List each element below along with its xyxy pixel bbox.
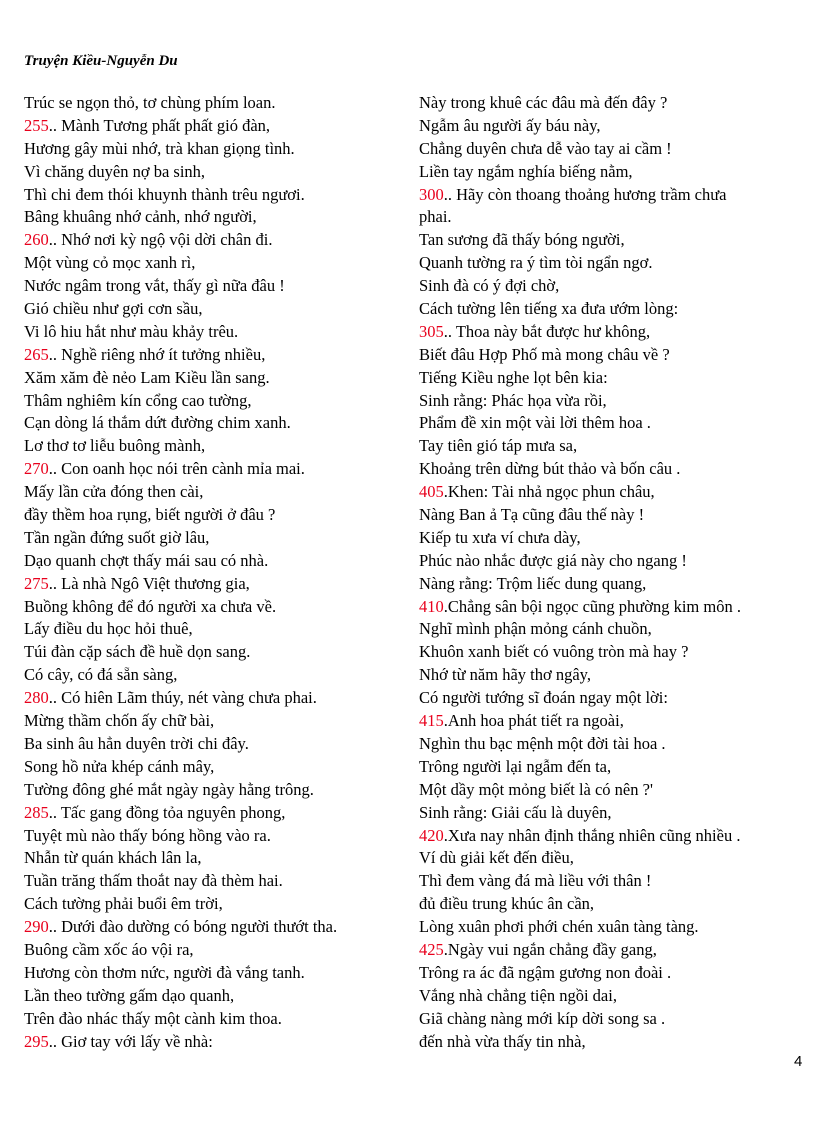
poem-line bbox=[419, 92, 799, 115]
poem-line bbox=[24, 115, 404, 138]
poem-line bbox=[419, 298, 799, 321]
poem-line bbox=[24, 825, 404, 848]
poem-line bbox=[419, 618, 799, 641]
poem-line bbox=[24, 481, 404, 504]
verse-text: đầy thềm hoa rụng, biết người ở đâu ? bbox=[24, 505, 276, 525]
line-number: 425 bbox=[419, 939, 444, 959]
verse-text: Ví dù giải kết đến điều, bbox=[419, 848, 574, 868]
poem-line bbox=[419, 321, 799, 344]
line-number: 295 bbox=[24, 1031, 49, 1051]
verse-text: .. Nghề riêng nhớ ít tưởng nhiều, bbox=[48, 344, 266, 364]
poem-line bbox=[24, 733, 404, 756]
poem-line bbox=[24, 344, 404, 367]
verse-text: Hương gây mùi nhớ, trà khan giọng tình. bbox=[24, 138, 295, 158]
verse-text: .Xưa nay nhân định thắng nhiên cũng nhiều . bbox=[443, 825, 741, 845]
poem-line bbox=[419, 962, 799, 985]
poem-line bbox=[419, 573, 799, 596]
line-number: 300 bbox=[419, 184, 444, 204]
poem-line bbox=[24, 138, 404, 161]
verse-text: Hương còn thơm nức, người đà vắng tanh. bbox=[24, 962, 305, 982]
verse-text: Kiếp tu xưa ví chưa dày, bbox=[419, 527, 581, 547]
verse-text: Sinh đà có ý đợi chờ, bbox=[419, 276, 560, 296]
verse-text: đến nhà vừa thấy tin nhà, bbox=[419, 1031, 586, 1051]
verse-text: Dạo quanh chợt thấy mái sau có nhà. bbox=[24, 550, 269, 570]
poem-line bbox=[419, 1031, 799, 1054]
poem-line bbox=[419, 733, 799, 756]
poem-line bbox=[419, 664, 799, 687]
line-number: 290 bbox=[24, 917, 49, 937]
line-number: 275 bbox=[24, 573, 49, 593]
verse-text: .Chẳng sân bội ngọc cũng phường kim môn . bbox=[443, 596, 741, 616]
poem-line bbox=[419, 710, 799, 733]
poem-line bbox=[419, 435, 799, 458]
verse-text: Tiếng Kiều nghe lọt bên kia: bbox=[419, 367, 608, 387]
verse-text: Túi đàn cặp sách đề huề dọn sang. bbox=[24, 642, 251, 662]
poem-line bbox=[24, 458, 404, 481]
poem-line bbox=[419, 504, 799, 527]
poem-line bbox=[24, 1031, 404, 1054]
poem-line bbox=[24, 1008, 404, 1031]
poem-line bbox=[419, 641, 799, 664]
poem-line bbox=[419, 458, 799, 481]
poem-line bbox=[24, 664, 404, 687]
verse-text: Một vùng cỏ mọc xanh rì, bbox=[24, 253, 196, 273]
verse-text: Nước ngâm trong vắt, thấy gì nữa đâu ! bbox=[24, 276, 285, 296]
poem-line bbox=[419, 596, 799, 619]
poem-line bbox=[419, 229, 799, 252]
verse-text: đủ điều trung khúc ân cần, bbox=[419, 894, 595, 914]
verse-text: Buồng không để đó người xa chưa về. bbox=[24, 596, 277, 616]
verse-text: Xăm xăm đè nẻo Lam Kiều lần sang. bbox=[24, 367, 270, 387]
verse-text: Lần theo tường gấm dạo quanh, bbox=[24, 985, 235, 1005]
line-number: 415 bbox=[419, 711, 444, 731]
poem-line bbox=[24, 870, 404, 893]
verse-text: Lòng xuân phơi phới chén xuân tàng tàng. bbox=[419, 917, 699, 937]
verse-text: .. Là nhà Ngô Việt thương gia, bbox=[48, 573, 250, 593]
poem-line bbox=[24, 641, 404, 664]
poem-line bbox=[419, 916, 799, 939]
verse-text: Tuyệt mù nào thấy bóng hồng vào ra. bbox=[24, 825, 271, 845]
poem-line bbox=[24, 893, 404, 916]
verse-text: Trông người lại ngẫm đến ta, bbox=[419, 756, 612, 776]
line-number: 410 bbox=[419, 596, 444, 616]
verse-text: Một dầy một mỏng biết là có nên ?' bbox=[419, 779, 653, 799]
verse-text: Gió chiều như gợi cơn sầu, bbox=[24, 299, 203, 319]
left-poem-column bbox=[24, 92, 404, 1053]
poem-line bbox=[24, 710, 404, 733]
verse-text: Vì chăng duyên nợ ba sinh, bbox=[24, 161, 206, 181]
poem-line bbox=[419, 344, 799, 367]
verse-text: Lấy điều du học hỏi thuê, bbox=[24, 619, 193, 639]
poem-line bbox=[24, 573, 404, 596]
poem-line bbox=[24, 275, 404, 298]
verse-text: Tan sương đã thấy bóng người, bbox=[419, 230, 625, 250]
verse-text: Buông cầm xốc áo vội ra, bbox=[24, 939, 194, 959]
poem-line bbox=[24, 939, 404, 962]
verse-text: .. Dưới đào dường có bóng người thướt tha. bbox=[48, 917, 338, 937]
poem-line bbox=[24, 92, 404, 115]
poem-line bbox=[24, 412, 404, 435]
verse-text: Vi lô hiu hắt như màu khảy trêu. bbox=[24, 321, 239, 341]
verse-text: Mừng thầm chốn ấy chữ bài, bbox=[24, 711, 215, 731]
verse-text: Vắng nhà chẳng tiện ngồi dai, bbox=[419, 985, 617, 1005]
verse-text: Nhớ từ năm hãy thơ ngây, bbox=[419, 665, 591, 685]
verse-text: Thì chi đem thói khuynh thành trêu ngươi. bbox=[24, 184, 305, 204]
verse-text: Mấy lần cửa đóng then cài, bbox=[24, 482, 204, 502]
poem-line bbox=[24, 916, 404, 939]
poem-line bbox=[419, 550, 799, 573]
verse-text: Trên đào nhác thấy một cành kim thoa. bbox=[24, 1008, 282, 1028]
poem-line bbox=[24, 550, 404, 573]
line-number: 260 bbox=[24, 230, 49, 250]
verse-text: .. Mành Tương phất phất gió đàn, bbox=[48, 115, 271, 135]
verse-text: Nàng Ban ả Tạ cũng đâu thế này ! bbox=[419, 505, 645, 525]
page-number: 4 bbox=[794, 1053, 803, 1070]
verse-text: .. Con oanh học nói trên cành mỉa mai. bbox=[48, 459, 305, 479]
verse-text: Tường đông ghé mắt ngày ngày hằng trông. bbox=[24, 779, 314, 799]
right-poem-column bbox=[419, 92, 799, 1053]
poem-line bbox=[419, 481, 799, 504]
poem-line bbox=[24, 298, 404, 321]
poem-line bbox=[419, 847, 799, 870]
verse-text: Biết đâu Hợp Phố mà mong châu về ? bbox=[419, 344, 670, 364]
verse-text: Giã chàng nàng mới kíp dời song sa . bbox=[419, 1008, 666, 1028]
line-number: 265 bbox=[24, 344, 49, 364]
poem-line bbox=[419, 893, 799, 916]
poem-line bbox=[24, 390, 404, 413]
poem-line bbox=[24, 847, 404, 870]
verse-text: Ba sinh âu hẳn duyên trời chi đây. bbox=[24, 733, 249, 753]
line-number: 285 bbox=[24, 802, 49, 822]
poem-line bbox=[24, 985, 404, 1008]
verse-text: Nghìn thu bạc mệnh một đời tài hoa . bbox=[419, 733, 666, 753]
verse-text: Nghĩ mình phận mỏng cánh chuồn, bbox=[419, 619, 652, 639]
verse-text: Tần ngần đứng suốt giờ lâu, bbox=[24, 527, 210, 547]
poem-line bbox=[419, 756, 799, 779]
verse-text: .. Thoa này bắt được hư không, bbox=[443, 321, 651, 341]
verse-text: .. Hãy còn thoang thoảng hương trầm chưa bbox=[443, 184, 727, 204]
poem-line bbox=[419, 870, 799, 893]
poem-line bbox=[419, 184, 799, 207]
poem-line bbox=[24, 504, 404, 527]
line-number: 270 bbox=[24, 459, 49, 479]
poem-line bbox=[419, 367, 799, 390]
poem-line bbox=[419, 115, 799, 138]
poem-line bbox=[24, 802, 404, 825]
poem-line bbox=[24, 435, 404, 458]
poem-line bbox=[419, 779, 799, 802]
poem-line bbox=[419, 527, 799, 550]
verse-text: Thâm nghiêm kín cổng cao tường, bbox=[24, 390, 252, 410]
poem-line bbox=[24, 779, 404, 802]
verse-text: .Ngày vui ngắn chẳng đầy gang, bbox=[443, 939, 657, 959]
document-header: Truyện Kiều-Nguyễn Du bbox=[24, 53, 178, 69]
verse-text: Ngẫm âu người ấy báu này, bbox=[419, 115, 601, 135]
line-number: 420 bbox=[419, 825, 444, 845]
poem-line bbox=[24, 367, 404, 390]
verse-text: Chẳng duyên chưa dễ vào tay ai cầm ! bbox=[419, 138, 672, 158]
poem-line bbox=[419, 206, 799, 229]
verse-text: .Khen: Tài nhả ngọc phun châu, bbox=[443, 482, 655, 502]
verse-text: Phúc nào nhắc được giá này cho ngang ! bbox=[419, 550, 687, 570]
verse-text: Cạn dòng lá thắm dứt đường chim xanh. bbox=[24, 413, 291, 433]
poem-line bbox=[419, 252, 799, 275]
poem-line bbox=[419, 1008, 799, 1031]
poem-line bbox=[24, 618, 404, 641]
verse-text: Song hồ nửa khép cánh mây, bbox=[24, 756, 215, 776]
poem-line bbox=[24, 206, 404, 229]
poem-line bbox=[24, 596, 404, 619]
poem-line bbox=[419, 802, 799, 825]
verse-text: Sinh rằng: Phác họa vừa rồi, bbox=[419, 390, 607, 410]
verse-text: Thì đem vàng đá mà liều với thân ! bbox=[419, 871, 652, 891]
poem-line bbox=[24, 252, 404, 275]
line-number: 255 bbox=[24, 115, 49, 135]
verse-text: Lơ thơ tơ liễu buông mành, bbox=[24, 436, 206, 456]
verse-text: Phẩm đề xin một vài lời thêm hoa . bbox=[419, 413, 651, 433]
poem-line bbox=[419, 939, 799, 962]
line-number: 305 bbox=[419, 321, 444, 341]
poem-line bbox=[419, 275, 799, 298]
poem-line bbox=[419, 985, 799, 1008]
verse-text: Có cây, có đá sẵn sàng, bbox=[24, 665, 178, 685]
verse-text: .. Tấc gang đồng tỏa nguyên phong, bbox=[48, 802, 286, 822]
verse-text: Nàng rằng: Trộm liếc dung quang, bbox=[419, 573, 647, 593]
verse-text: .. Có hiên Lãm thúy, nét vàng chưa phai. bbox=[48, 688, 317, 708]
verse-text: Liền tay ngắm nghía biếng nằm, bbox=[419, 161, 633, 181]
poem-line bbox=[24, 687, 404, 710]
poem-line bbox=[419, 687, 799, 710]
poem-line bbox=[24, 229, 404, 252]
verse-text: Trông ra ác đã ngậm gương non đoài . bbox=[419, 962, 672, 982]
poem-line bbox=[419, 390, 799, 413]
verse-text: Cách tường phải buổi êm trời, bbox=[24, 894, 223, 914]
verse-text: Quanh tường ra ý tìm tòi ngẩn ngơ. bbox=[419, 253, 653, 273]
verse-text: .Anh hoa phát tiết ra ngoài, bbox=[443, 711, 624, 731]
verse-text: Nhẫn từ quán khách lân la, bbox=[24, 848, 202, 868]
poem-line bbox=[24, 962, 404, 985]
verse-text: .. Giơ tay với lấy về nhà: bbox=[48, 1031, 213, 1051]
line-number: 280 bbox=[24, 688, 49, 708]
verse-text: Tuần trăng thấm thoắt nay đà thèm hai. bbox=[24, 871, 283, 891]
verse-text: Tay tiên gió táp mưa sa, bbox=[419, 436, 578, 456]
poem-line bbox=[24, 527, 404, 550]
poem-line bbox=[24, 321, 404, 344]
verse-text: Cách tường lên tiếng xa đưa ướm lòng: bbox=[419, 299, 679, 319]
verse-text: Có người tướng sĩ đoán ngay một lời: bbox=[419, 688, 668, 708]
poem-line bbox=[24, 161, 404, 184]
verse-text: Khoảng trên dừng bút thảo và bốn câu . bbox=[419, 459, 681, 479]
poem-line bbox=[24, 184, 404, 207]
verse-text: Khuôn xanh biết có vuông tròn mà hay ? bbox=[419, 642, 689, 662]
line-number: 405 bbox=[419, 482, 444, 502]
verse-text: Trúc se ngọn thỏ, tơ chùng phím loan. bbox=[24, 93, 276, 112]
verse-text: phai. bbox=[419, 207, 452, 227]
poem-line bbox=[419, 161, 799, 184]
poem-line bbox=[419, 412, 799, 435]
poem-line bbox=[24, 756, 404, 779]
verse-text: Này trong khuê các đâu mà đến đây ? bbox=[419, 93, 668, 112]
poem-line bbox=[419, 825, 799, 848]
verse-text: Sinh rằng: Giải cấu là duyên, bbox=[419, 802, 612, 822]
poem-line bbox=[419, 138, 799, 161]
verse-text: Bâng khuâng nhớ cảnh, nhớ người, bbox=[24, 207, 257, 227]
verse-text: .. Nhớ nơi kỳ ngộ vội dời chân đi. bbox=[48, 230, 273, 250]
